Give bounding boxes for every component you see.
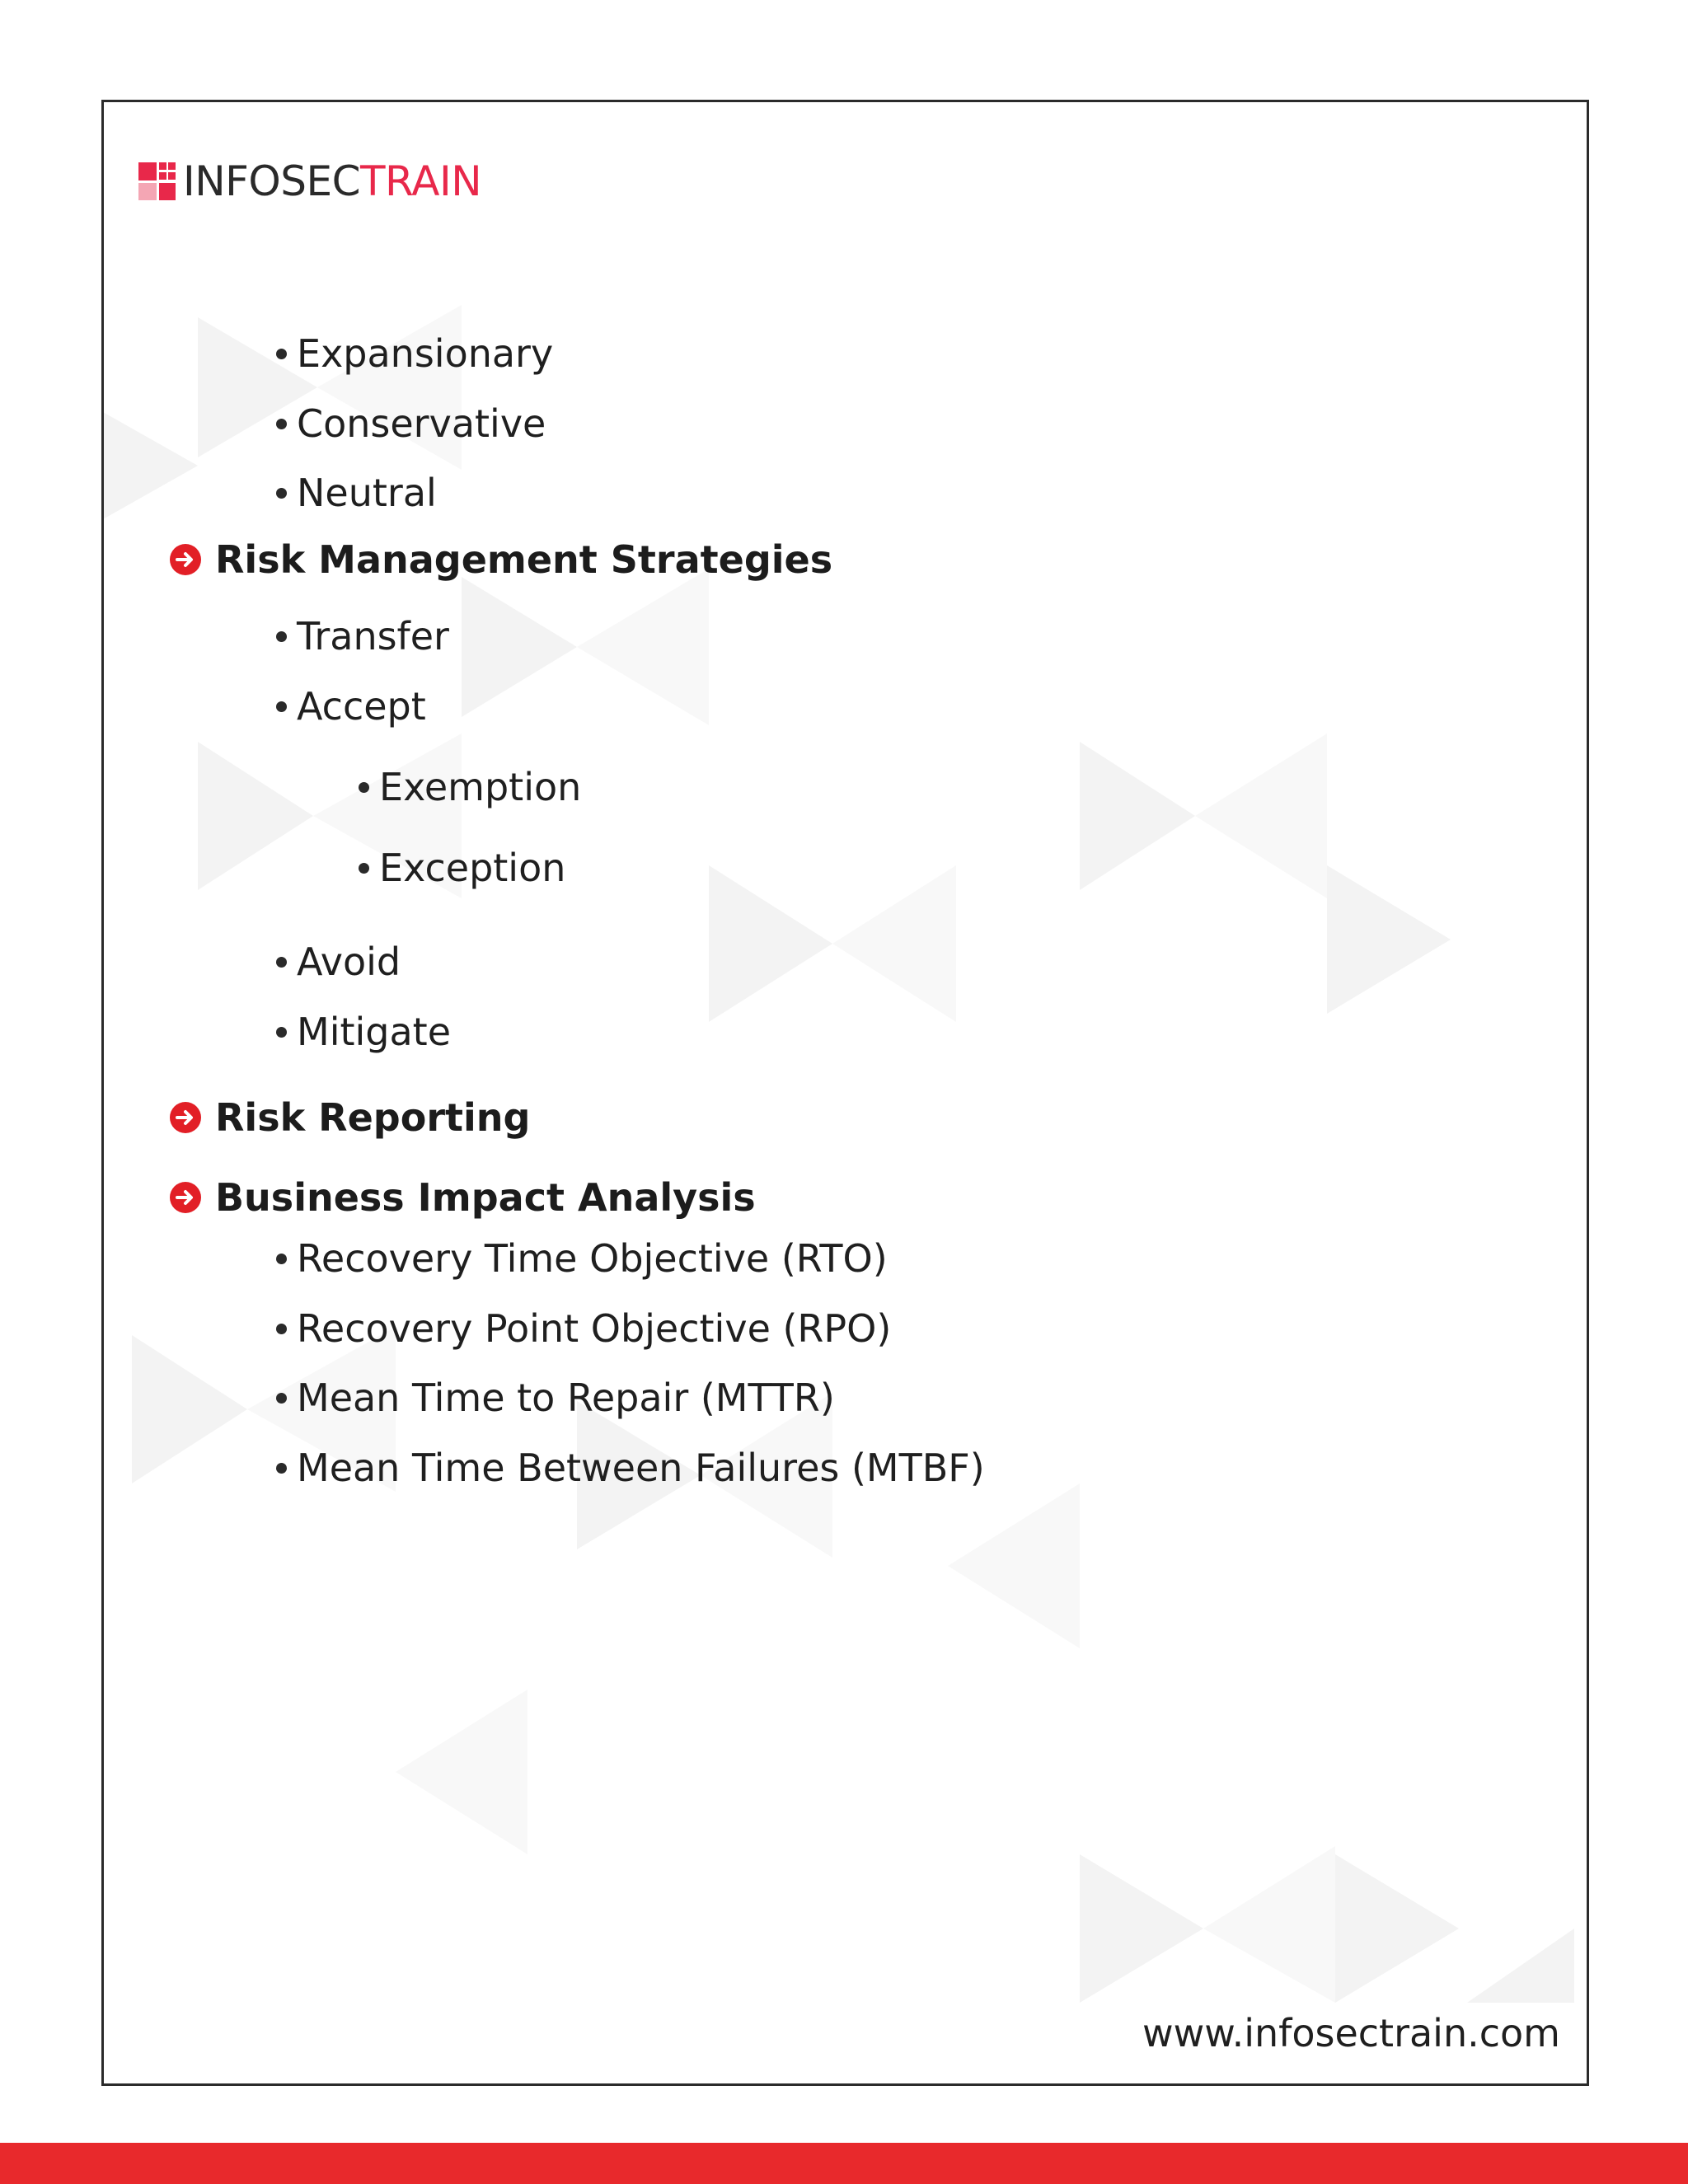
page-frame	[101, 100, 1589, 2086]
section-heading-text: Risk Management Strategies	[215, 537, 833, 582]
list-item-text: Transfer	[297, 614, 449, 658]
brand-name-part1: INFOSEC	[183, 157, 361, 205]
list-item	[276, 1236, 888, 1281]
list-item-text: Conservative	[297, 401, 546, 446]
footer-color-bar	[0, 2143, 1688, 2184]
arrow-circle-right-icon	[169, 1101, 202, 1134]
bullet-icon	[276, 419, 287, 429]
list-item	[276, 614, 449, 658]
list-item-text: Accept	[297, 684, 426, 729]
section-heading-risk-reporting	[169, 1095, 530, 1140]
bullet-icon	[276, 1027, 287, 1038]
arrow-circle-right-icon	[169, 543, 202, 576]
list-item-text: Exemption	[379, 765, 582, 809]
list-item-text: Expansionary	[297, 331, 554, 376]
list-item-text: Avoid	[297, 940, 401, 984]
brand-logo	[138, 157, 481, 206]
brand-name-part2: TRAIN	[360, 157, 482, 205]
list-item	[276, 1010, 451, 1054]
list-item	[276, 1306, 891, 1351]
bullet-icon	[276, 349, 287, 359]
list-item	[276, 940, 401, 984]
section-heading-risk-management	[169, 537, 832, 582]
bullet-icon	[359, 782, 369, 793]
list-item-text: Recovery Point Objective (RPO)	[297, 1306, 892, 1351]
section-heading-text: Risk Reporting	[215, 1095, 531, 1140]
bullet-icon	[359, 863, 369, 874]
arrow-circle-right-icon	[169, 1181, 202, 1214]
list-item-text: Mean Time Between Failures (MTBF)	[297, 1446, 985, 1490]
section-heading-bia	[169, 1175, 756, 1220]
list-item-text: Recovery Time Objective (RTO)	[297, 1236, 888, 1281]
bullet-icon	[276, 957, 287, 968]
list-item-text: Exception	[379, 846, 566, 890]
list-item	[276, 684, 426, 729]
list-item	[276, 401, 546, 446]
bullet-icon	[276, 488, 287, 499]
bullet-icon	[276, 1463, 287, 1474]
list-item	[359, 846, 565, 890]
list-item	[276, 331, 553, 376]
list-item	[276, 1376, 835, 1420]
footer-website-link[interactable]: www.infosectrain.com	[1142, 2011, 1560, 2055]
list-item-text: Neutral	[297, 471, 437, 515]
section-heading-text: Business Impact Analysis	[215, 1175, 756, 1220]
bullet-icon	[276, 1393, 287, 1404]
list-item	[276, 1446, 985, 1490]
logo-squares-icon	[138, 162, 176, 200]
bullet-icon	[276, 1254, 287, 1264]
list-item	[276, 471, 437, 515]
bullet-icon	[276, 701, 287, 712]
list-item	[359, 765, 581, 809]
bullet-icon	[276, 1324, 287, 1334]
bullet-icon	[276, 631, 287, 642]
list-item-text: Mitigate	[297, 1010, 452, 1054]
list-item-text: Mean Time to Repair (MTTR)	[297, 1376, 835, 1420]
